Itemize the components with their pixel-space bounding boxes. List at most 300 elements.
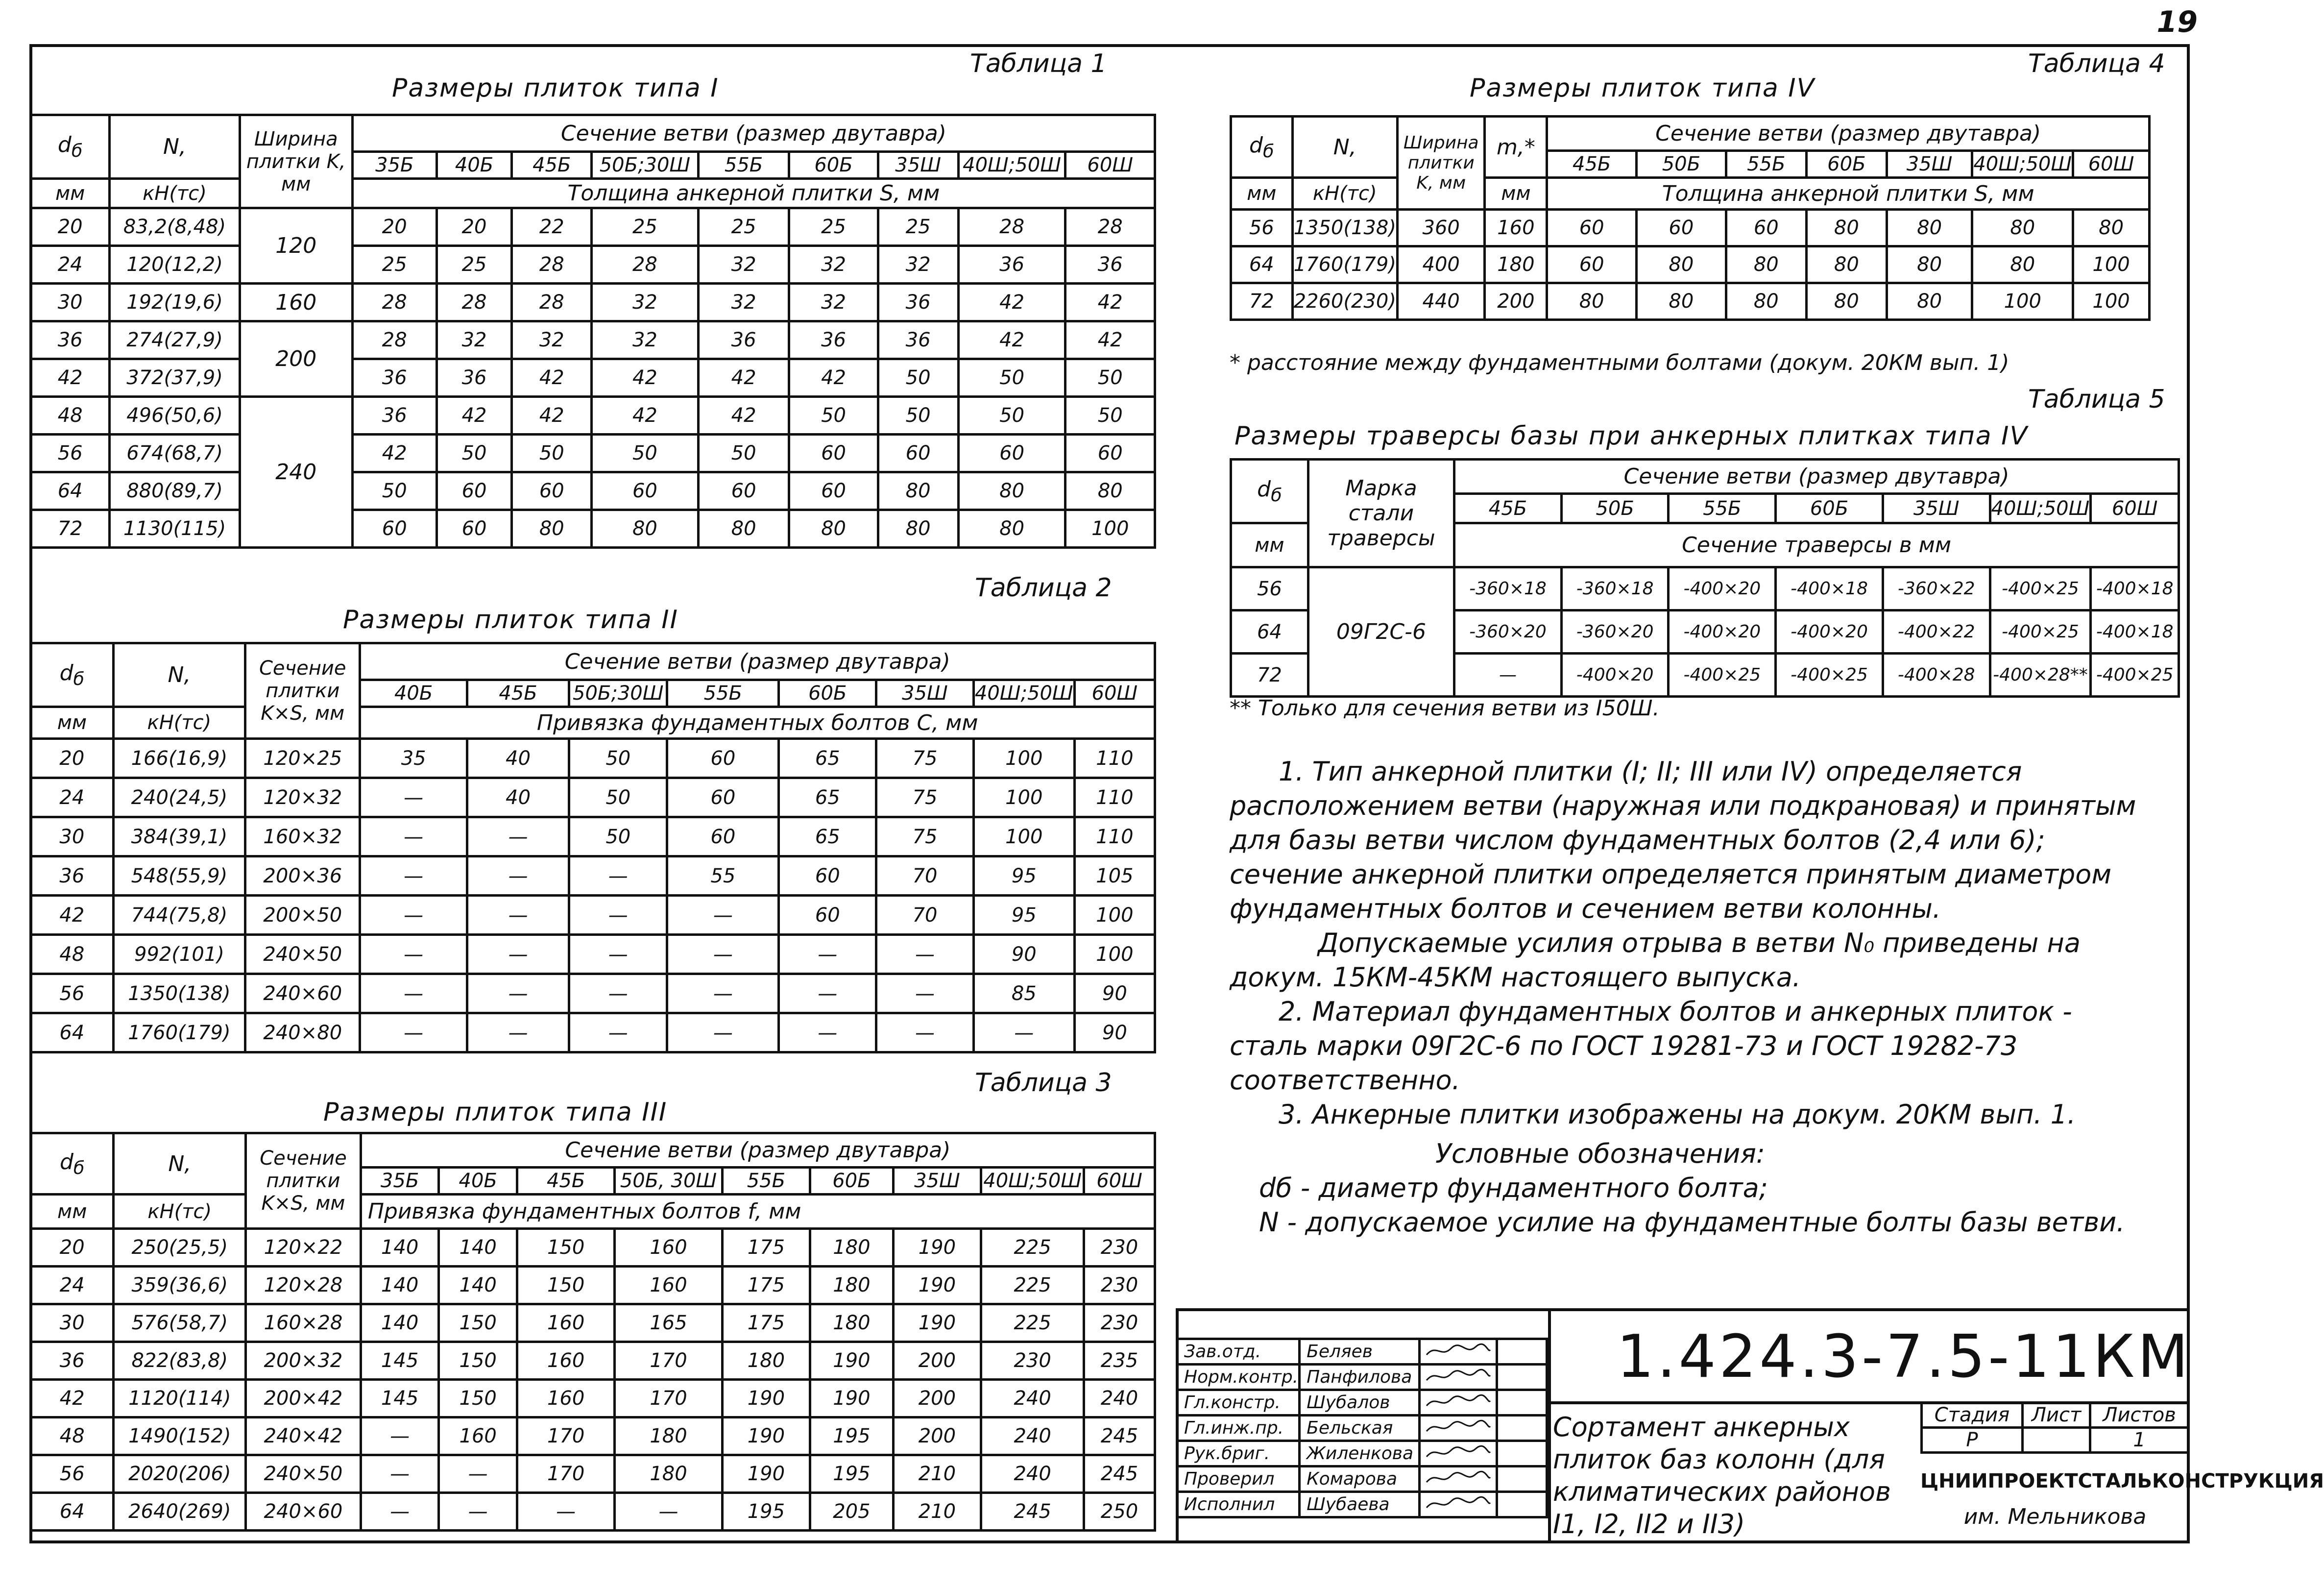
cell-value: 75 — [876, 778, 974, 817]
cell-d: 56 — [1231, 567, 1308, 611]
col-header-n: N, — [114, 1133, 246, 1195]
cell-value: 60 — [1637, 210, 1726, 246]
cell-d: 56 — [1231, 210, 1293, 246]
cell-value: 195 — [810, 1417, 894, 1455]
column-header: 55Б — [1726, 151, 1806, 178]
cell-value: 50 — [878, 359, 958, 397]
cell-n: 1130(115) — [110, 510, 240, 548]
cell-n: 576(58,7) — [114, 1304, 246, 1342]
column-header: 60Ш — [1084, 1168, 1155, 1195]
cell-value: 28 — [352, 284, 436, 321]
cell-value: 145 — [361, 1380, 439, 1417]
col-header-n: N, — [1292, 117, 1397, 178]
cell-value: 80 — [2073, 210, 2150, 246]
cell-value: 235 — [1084, 1342, 1155, 1380]
signature-row — [1177, 1339, 1547, 1365]
cell-n: 372(37,9) — [110, 359, 240, 397]
cell-plate: 120×25 — [245, 739, 360, 778]
cell-n: 880(89,7) — [110, 472, 240, 510]
cell-d: 64 — [1231, 246, 1293, 283]
table3-title: Размеры плиток типа III — [323, 1098, 668, 1127]
signer-role: Зав.отд. — [1177, 1339, 1300, 1365]
cell-value: 180 — [722, 1342, 810, 1380]
cell-value: 50 — [698, 435, 789, 472]
cell-m: 180 — [1485, 246, 1547, 283]
cell-value: — — [467, 1013, 569, 1052]
cell-d: 24 — [31, 246, 110, 284]
cell-value: 50 — [592, 435, 699, 472]
cell-value: 190 — [893, 1229, 981, 1267]
cell-value: 240 — [1084, 1380, 1155, 1417]
signature-row — [1177, 1365, 1547, 1390]
cell-value: — — [667, 896, 779, 935]
cell-value: 200 — [893, 1380, 981, 1417]
cell-d: 42 — [31, 359, 110, 397]
cell-value: — — [467, 974, 569, 1013]
cell-d: 64 — [31, 1013, 114, 1052]
cell-value: — — [667, 974, 779, 1013]
cell-d: 20 — [31, 1229, 114, 1267]
cell-value: -400×25 — [1669, 654, 1776, 697]
cell-d: 56 — [31, 1455, 114, 1493]
column-header: 60Ш — [2091, 494, 2179, 523]
cell-value: 50 — [1065, 397, 1155, 435]
signer-role: Гл.констр. — [1177, 1390, 1300, 1416]
cell-value: 60 — [779, 896, 876, 935]
cell-value: 28 — [512, 246, 592, 284]
cell-n: 120(12,2) — [110, 246, 240, 284]
cell-value: -400×28 — [1883, 654, 1990, 697]
col-header-width: Ширина плитки K, мм — [240, 115, 352, 208]
cell-value: 100 — [973, 739, 1074, 778]
cell-value: 170 — [615, 1342, 722, 1380]
cell-value: 50 — [569, 739, 667, 778]
col-header-d: $d_б$ — [31, 1133, 114, 1195]
cell-value: 190 — [810, 1342, 894, 1380]
cell-value: — — [1454, 654, 1562, 697]
cell-value: -400×25 — [1776, 654, 1883, 697]
cell-value: 230 — [1084, 1267, 1155, 1304]
cell-value: 60 — [667, 778, 779, 817]
cell-value: 25 — [436, 246, 512, 284]
column-header: 40Ш;50Ш — [981, 1168, 1084, 1195]
cell-value: — — [876, 935, 974, 974]
cell-value: -400×25 — [1990, 567, 2091, 611]
cell-value: 50 — [789, 397, 878, 435]
unit-d: мм — [31, 707, 114, 739]
cell-value: 180 — [810, 1229, 894, 1267]
cell-value: 42 — [512, 397, 592, 435]
cell-value: 250 — [1084, 1493, 1155, 1531]
signature-date — [1497, 1365, 1547, 1390]
cell-value: 42 — [512, 359, 592, 397]
cell-d: 64 — [31, 472, 110, 510]
cell-width: 440 — [1397, 283, 1485, 320]
cell-value: 175 — [722, 1229, 810, 1267]
table5 — [1230, 458, 2180, 698]
cell-value: 100 — [1074, 935, 1155, 974]
cell-width: 120 — [240, 208, 352, 284]
cell-n: 359(36,6) — [114, 1267, 246, 1304]
cell-n: 192(19,6) — [110, 284, 240, 321]
cell-n: 674(68,7) — [110, 435, 240, 472]
signature-row — [1177, 1466, 1547, 1492]
column-header: 60Б — [1776, 494, 1883, 523]
cell-value: 175 — [722, 1267, 810, 1304]
col-header-steel: Марка стали траверсы — [1308, 460, 1454, 567]
column-header: 45Б — [1454, 494, 1562, 523]
cell-value: 42 — [1065, 321, 1155, 359]
cell-value: 80 — [698, 510, 789, 548]
note-1: 1. Тип анкерной плитки (I; II; III или IV) определяется расположением ветви (наружная или подкрановая) и принятым для базы ветви числом фундаментных болтов (2,4 или 6); сечение анкерной плитки определяется принятым диаметром фундаментных болтов и сечением ветви колонны. — [1230, 756, 2136, 924]
cell-width: 360 — [1397, 210, 1485, 246]
cell-plate: 200×32 — [246, 1342, 361, 1380]
cell-value: 42 — [592, 359, 699, 397]
cell-value: 42 — [698, 359, 789, 397]
cell-value: 225 — [981, 1304, 1084, 1342]
signer-name: Жиленкова — [1300, 1441, 1420, 1466]
cell-value: 80 — [1547, 283, 1637, 320]
cell-value: 70 — [876, 896, 974, 935]
cell-value: 110 — [1074, 817, 1155, 856]
cell-value: 65 — [779, 778, 876, 817]
cell-value: 240 — [981, 1417, 1084, 1455]
table-row — [31, 739, 1155, 778]
signer-role: Рук.бриг. — [1177, 1441, 1300, 1466]
cell-value: -400×20 — [1669, 567, 1776, 611]
col-subheader: Сечение траверсы в мм — [1454, 523, 2179, 567]
signer-name: Шубаева — [1300, 1492, 1420, 1517]
cell-value: 80 — [1887, 246, 1972, 283]
table-row — [1231, 210, 2150, 246]
cell-n: 1350(138) — [1292, 210, 1397, 246]
cell-value: -400×18 — [1776, 567, 1883, 611]
cell-value: 80 — [592, 510, 699, 548]
signature-image — [1420, 1441, 1497, 1466]
column-header: 60Ш — [2073, 151, 2150, 178]
cell-value: 32 — [512, 321, 592, 359]
cell-value: 42 — [436, 397, 512, 435]
cell-value: 28 — [352, 321, 436, 359]
cell-value: 50 — [958, 359, 1065, 397]
cell-value: 240 — [981, 1455, 1084, 1493]
cell-value: — — [360, 935, 467, 974]
signature-row — [1177, 1492, 1547, 1517]
cell-value: 170 — [517, 1455, 614, 1493]
cell-n: 1350(138) — [113, 974, 245, 1013]
table-row — [31, 1455, 1155, 1493]
cell-value: 60 — [512, 472, 592, 510]
cell-n: 744(75,8) — [113, 896, 245, 935]
cell-value: 95 — [973, 856, 1074, 896]
cell-value: 150 — [517, 1267, 614, 1304]
table2-tag: Таблица 2 — [975, 573, 1112, 603]
cell-value: 42 — [958, 284, 1065, 321]
cell-value: — — [360, 1013, 467, 1052]
cell-value: 60 — [878, 435, 958, 472]
cell-d: 72 — [1231, 283, 1293, 320]
cell-value: 200 — [893, 1342, 981, 1380]
cell-value: 195 — [810, 1455, 894, 1493]
cell-value: 60 — [789, 435, 878, 472]
cell-value: — — [569, 1013, 667, 1052]
cell-value: 25 — [878, 208, 958, 246]
cell-value: 80 — [1887, 210, 1972, 246]
cell-value: 180 — [810, 1304, 894, 1342]
cell-value: — — [569, 974, 667, 1013]
cell-value: 240 — [981, 1380, 1084, 1417]
column-header: 45Б — [512, 152, 592, 179]
cell-value: 25 — [592, 208, 699, 246]
cell-value: 80 — [1972, 210, 2073, 246]
column-header: 60Б — [789, 152, 878, 179]
cell-value: 190 — [893, 1267, 981, 1304]
column-header: 55Б — [667, 680, 779, 707]
table-row — [31, 778, 1155, 817]
table-row — [31, 510, 1155, 548]
cell-value: 60 — [779, 856, 876, 896]
cell-value: 190 — [810, 1380, 894, 1417]
cell-d: 20 — [31, 739, 114, 778]
cell-plate: 120×32 — [245, 778, 360, 817]
cell-value: 160 — [439, 1417, 517, 1455]
cell-value: 28 — [436, 284, 512, 321]
signature-row — [1177, 1441, 1547, 1466]
note-3: 3. Анкерные плитки изображены на докум. 20КМ вып. 1. — [1279, 1099, 2076, 1130]
cell-width: 400 — [1397, 246, 1485, 283]
cell-value: 180 — [615, 1455, 722, 1493]
signature-date — [1497, 1416, 1547, 1441]
cell-d: 48 — [31, 1417, 114, 1455]
cell-value: 60 — [592, 472, 699, 510]
cell-value: — — [361, 1493, 439, 1531]
cell-n: 548(55,9) — [113, 856, 245, 896]
cell-value: 60 — [1547, 210, 1637, 246]
cell-value: — — [876, 974, 974, 1013]
unit-n: кН(тс) — [114, 1195, 246, 1229]
column-header: 40Ш;50Ш — [973, 680, 1074, 707]
signature-image — [1420, 1390, 1497, 1416]
cell-value: 60 — [667, 739, 779, 778]
cell-value: 170 — [517, 1417, 614, 1455]
sheets-value: 1 — [2090, 1428, 2189, 1453]
cell-value: — — [361, 1455, 439, 1493]
stamp-sheet-info — [1920, 1401, 2190, 1454]
cell-value: 60 — [958, 435, 1065, 472]
cell-value: 28 — [1065, 208, 1155, 246]
cell-value: 160 — [517, 1380, 614, 1417]
cell-value: 60 — [436, 472, 512, 510]
cell-value: 170 — [615, 1380, 722, 1417]
cell-n: 1760(179) — [1292, 246, 1397, 283]
table5-tag: Таблица 5 — [2028, 385, 2165, 414]
column-header: 35Ш — [1887, 151, 1972, 178]
col-header-d: $d_б$ — [1231, 460, 1308, 523]
cell-value: 140 — [361, 1267, 439, 1304]
cell-d: 36 — [31, 856, 114, 896]
col-header-n: N, — [110, 115, 240, 179]
cell-d: 24 — [31, 778, 114, 817]
column-header: 45Б — [517, 1168, 614, 1195]
table4-footnote: * расстояние между фундаментными болтами (докум. 20КМ вып. 1) — [1230, 350, 2009, 375]
column-header: 50Б — [1637, 151, 1726, 178]
unit-d: мм — [31, 179, 110, 208]
col-header-d: $d_б$ — [31, 643, 114, 707]
cell-value: 50 — [352, 472, 436, 510]
signature-image — [1420, 1492, 1497, 1517]
col-header-d: $d_б$ — [1231, 117, 1293, 178]
column-header: 55Б — [698, 152, 789, 179]
table-row — [31, 397, 1155, 435]
cell-value: 55 — [667, 856, 779, 896]
col-header-d: $d_б$ — [31, 115, 110, 179]
cell-value: 75 — [876, 739, 974, 778]
cell-value: 100 — [2073, 246, 2150, 283]
column-header: 35Ш — [876, 680, 974, 707]
organization-subtitle: им. Мельникова — [1963, 1504, 2147, 1529]
cell-value: 110 — [1074, 739, 1155, 778]
cell-value: 80 — [1806, 283, 1887, 320]
stamp-signatures — [1176, 1338, 1548, 1518]
cell-value: 35 — [360, 739, 467, 778]
unit-d: мм — [1231, 523, 1308, 567]
cell-value: — — [517, 1493, 614, 1531]
cell-value: 190 — [722, 1380, 810, 1417]
cell-plate: 200×50 — [245, 896, 360, 935]
cell-value: 160 — [615, 1229, 722, 1267]
cell-value: 28 — [958, 208, 1065, 246]
signer-role: Гл.инж.пр. — [1177, 1416, 1300, 1441]
signer-name: Бельская — [1300, 1416, 1420, 1441]
cell-value: 42 — [698, 397, 789, 435]
cell-value: 80 — [1972, 246, 2073, 283]
cell-steel: 09Г2С-6 — [1308, 567, 1454, 697]
column-header: 60Б — [779, 680, 876, 707]
table-row — [31, 246, 1155, 284]
cell-value: 60 — [352, 510, 436, 548]
table-row — [1231, 567, 2179, 611]
cell-value: 230 — [1084, 1229, 1155, 1267]
legend-title: Условные обозначения: — [1435, 1138, 1765, 1169]
table-row — [31, 1417, 1155, 1455]
cell-value: 80 — [1637, 246, 1726, 283]
cell-d: 30 — [31, 1304, 114, 1342]
column-header: 40Б — [436, 152, 512, 179]
cell-value: -360×20 — [1561, 611, 1669, 654]
table-row — [31, 1229, 1155, 1267]
cell-value: -400×22 — [1883, 611, 1990, 654]
sheets-label: Листов — [2090, 1403, 2189, 1428]
cell-width: 200 — [240, 321, 352, 397]
notes-block — [1230, 755, 2151, 1240]
cell-value: 225 — [981, 1267, 1084, 1304]
col-header-section: Сечение ветви (размер двутавра) — [360, 643, 1155, 680]
cell-value: — — [467, 935, 569, 974]
column-header: 40Ш;50Ш — [1972, 151, 2073, 178]
cell-value: — — [615, 1493, 722, 1531]
cell-n: 83,2(8,48) — [110, 208, 240, 246]
cell-m: 160 — [1485, 210, 1547, 246]
cell-value: 205 — [810, 1493, 894, 1531]
signature-date — [1497, 1466, 1547, 1492]
table4-tag: Таблица 4 — [2028, 49, 2165, 78]
col-subheader: Толщина анкерной плитки S, мм — [1547, 178, 2150, 210]
cell-value: — — [779, 1013, 876, 1052]
cell-value: 28 — [512, 284, 592, 321]
cell-width: 160 — [240, 284, 352, 321]
table5-title: Размеры траверсы базы при анкерных плитках типа IV — [1235, 421, 2029, 451]
document-title: Сортамент анкерных плиток баз колонн (для климатических районов I1, I2, II2 и II3) — [1553, 1412, 1891, 1539]
unit-n: кН(тс) — [113, 707, 245, 739]
cell-value: -400×25 — [1990, 611, 2091, 654]
column-header: 50Б;30Ш — [569, 680, 667, 707]
cell-value: 32 — [436, 321, 512, 359]
table-row — [31, 284, 1155, 321]
cell-value: — — [361, 1417, 439, 1455]
column-header: 50Б — [1561, 494, 1669, 523]
cell-d: 42 — [31, 896, 114, 935]
cell-value: 230 — [1084, 1304, 1155, 1342]
cell-value: 50 — [512, 435, 592, 472]
cell-value: 32 — [878, 246, 958, 284]
table-row — [31, 359, 1155, 397]
cell-value: 100 — [973, 817, 1074, 856]
cell-value: 140 — [361, 1229, 439, 1267]
cell-value: 100 — [1972, 283, 2073, 320]
column-header: 45Б — [467, 680, 569, 707]
column-header: 40Ш;50Ш — [1990, 494, 2091, 523]
table1-tag: Таблица 1 — [970, 49, 1107, 78]
table-row — [1231, 283, 2150, 320]
table2-title: Размеры плиток типа II — [343, 605, 678, 635]
column-header: 35Ш — [893, 1168, 981, 1195]
cell-value: 36 — [878, 284, 958, 321]
cell-value: 80 — [958, 510, 1065, 548]
cell-value: 80 — [1887, 283, 1972, 320]
cell-value: 180 — [615, 1417, 722, 1455]
signature-row — [1177, 1416, 1547, 1441]
cell-value: — — [779, 935, 876, 974]
unit-n: кН(тс) — [1292, 178, 1397, 210]
cell-value: 100 — [1065, 510, 1155, 548]
cell-value: -400×18 — [2091, 611, 2179, 654]
cell-value: 25 — [698, 208, 789, 246]
cell-value: 40 — [467, 739, 569, 778]
table-row — [31, 856, 1155, 896]
cell-value: 60 — [789, 472, 878, 510]
cell-value: — — [467, 896, 569, 935]
cell-d: 36 — [31, 321, 110, 359]
cell-plate: 240×80 — [245, 1013, 360, 1052]
cell-value: 80 — [1726, 283, 1806, 320]
cell-value: 32 — [789, 246, 878, 284]
cell-n: 2640(269) — [114, 1493, 246, 1531]
column-header: 60Ш — [1065, 152, 1155, 179]
signer-name: Шубалов — [1300, 1390, 1420, 1416]
cell-value: 190 — [722, 1455, 810, 1493]
signer-name: Беляев — [1300, 1339, 1420, 1365]
table3-tag: Таблица 3 — [975, 1068, 1112, 1098]
cell-value: -360×20 — [1454, 611, 1562, 654]
cell-value: 80 — [958, 472, 1065, 510]
sheet-value — [2022, 1428, 2090, 1453]
unit-d: мм — [31, 1195, 114, 1229]
signature-date — [1497, 1441, 1547, 1466]
note-1b: Допускаемые усилия отрыва в ветви N₀ приведены на докум. 15КМ-45КМ настоящего выпуска. — [1230, 928, 2081, 993]
cell-n: 250(25,5) — [114, 1229, 246, 1267]
cell-value: — — [439, 1493, 517, 1531]
col-header-section: Сечение ветви (размер двутавра) — [361, 1133, 1155, 1168]
